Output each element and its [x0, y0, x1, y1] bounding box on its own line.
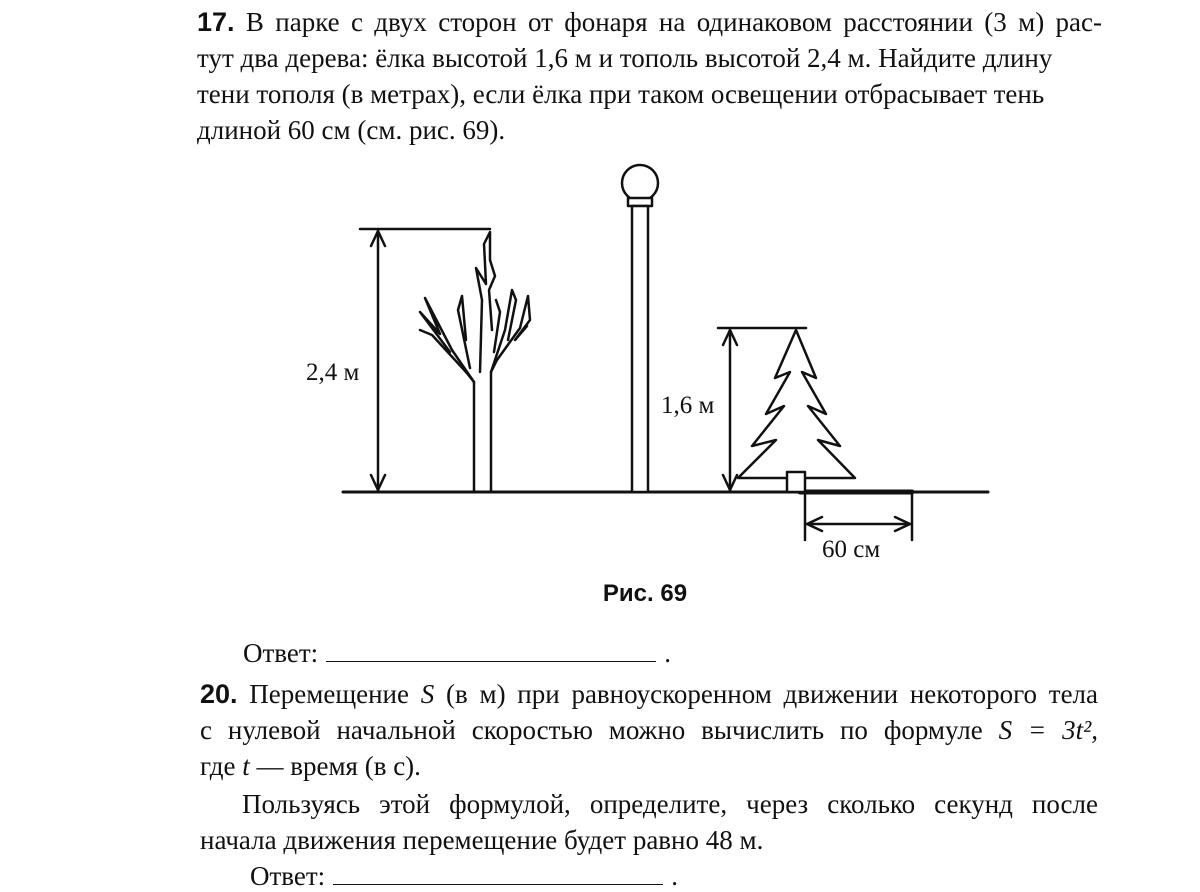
- variable-s: S: [420, 679, 435, 709]
- answer-blank-field[interactable]: [326, 639, 656, 662]
- problem-20: [200, 676, 1098, 784]
- variable-t: t: [242, 751, 250, 781]
- problem-20-text: Перемещение: [249, 679, 421, 709]
- lamp-post: [622, 165, 658, 492]
- poplar-tree: [420, 232, 530, 492]
- figure-caption: Рис. 69: [602, 580, 688, 607]
- question-line-2: начала движения перемещение будет равно 48 м.: [200, 825, 764, 855]
- shadow-length-label: 60 см: [822, 536, 881, 563]
- answer-line-17: [243, 637, 671, 669]
- problem-17-line-2: тут два дерева: ёлка высотой 1,6 м и тополь высотой 2,4 м. Найдите длину: [197, 43, 1053, 73]
- problem-17-number: 17.: [197, 7, 235, 37]
- answer-label: Ответ:: [243, 638, 319, 668]
- answer-period: .: [664, 638, 671, 668]
- problem-17-line-3: тени тополя (в метрах), если ёлка при таком освещении отбрасывает тень: [197, 79, 1045, 109]
- problem-17-line-1: В парке с двух сторон от фонаря на одинаковом расстоянии (3 м) рас-: [245, 7, 1103, 37]
- problem-20-text: где: [200, 751, 243, 781]
- question-line-1: Пользуясь этой формулой, определите, через сколько секунд после: [242, 789, 1098, 819]
- fir-tree: [738, 330, 855, 492]
- problem-20-text: с нулевой начальной скоростью можно вычислить по формуле: [200, 715, 999, 745]
- answer-label: Ответ:: [250, 861, 326, 891]
- problem-20-text: (в м) при равноускоренном движении некоторого тела: [434, 679, 1099, 709]
- problem-20-text: — время (в с).: [249, 751, 421, 781]
- fir-height-label: 1,6 м: [661, 392, 715, 419]
- poplar-height-dimension: [360, 229, 490, 490]
- formula: S = 3t²,: [998, 715, 1098, 745]
- answer-blank-field[interactable]: [333, 862, 663, 885]
- problem-20-number: 20.: [200, 679, 238, 709]
- poplar-height-label: 2,4 м: [306, 359, 360, 386]
- answer-period: .: [671, 861, 678, 891]
- answer-line-20: [250, 860, 678, 892]
- problem-20-question: [200, 786, 1098, 858]
- shadow-dimension: [805, 494, 912, 540]
- problem-17-line-4: длиной 60 см (см. рис. 69).: [197, 115, 506, 145]
